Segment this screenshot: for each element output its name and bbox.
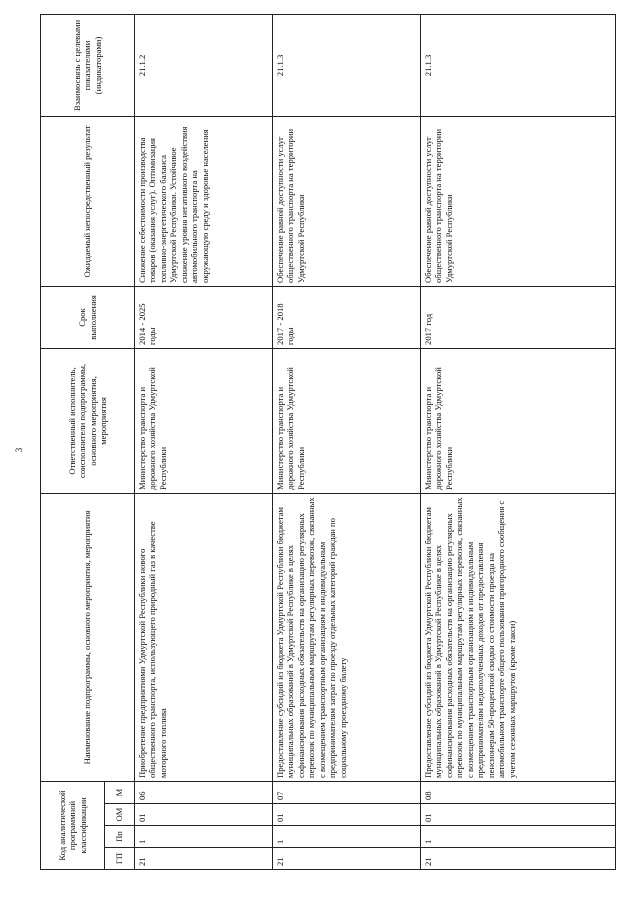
header-code-gp: ГП [105,848,135,870]
row-result: Снижение себестоимости производства товаров (оказания услуг). Оптимизация топливно-энергетического баланса Удмуртской Республики. Устойчивое снижение уровня негативного воздействия автомобильного транспорта на окружающую среду и здоровье населения [135,116,273,286]
row-name: Предоставление субсидий из бюджета Удмуртской Республики бюджетам муниципальных образований в Удмуртской Республике в целях софинансирования расходных обязательств на организацию регулярных перевозок по муниципальным маршрутам регулярных перевозок, связанных с возмещением транспортным организациям и индивидуальным предпринимателям затрат по проезду отдельных категорий граждан по социальному проездному билету [273,493,421,781]
row-gp: 21 [135,848,273,870]
row-gp: 21 [273,848,421,870]
table-row [273,14,421,869]
header-code-group: Код аналитической программной классификации [41,781,105,869]
row-gp: 21 [421,848,616,870]
row-om: 01 [273,804,421,826]
rotated-table-container [40,15,615,870]
header-row-group [41,14,105,869]
row-pp: 1 [421,826,616,848]
row-link: 21.1.3 [421,14,616,116]
row-link: 21.1.3 [273,14,421,116]
row-pp: 1 [273,826,421,848]
row-term: 2014 - 2025 годы [135,286,273,348]
row-executor: Министерство транспорта и дорожного хозяйства Удмуртской Республики [421,348,616,493]
header-executor: Ответственный исполнитель, соисполнители подпрограммы, основного мероприятия, мероприятия [41,348,135,493]
header-term: Срок выполнения [41,286,135,348]
row-term: 2017 год [421,286,616,348]
row-result: Обеспечение равной доступности услуг общественного транспорта на территории Удмуртской Республики [421,116,616,286]
row-pp: 1 [135,826,273,848]
header-result: Ожидаемый непосредственный результат [41,116,135,286]
row-result: Обеспечение равной доступности услуг общественного транспорта на территории Удмуртской Республики [273,116,421,286]
header-link: Взаимосвязь с целевыми показателями (индикаторами) [41,14,135,116]
row-term: 2017 - 2018 годы [273,286,421,348]
program-activities-table [40,14,616,870]
table-row [421,14,616,869]
row-m: 07 [273,781,421,803]
row-m: 06 [135,781,273,803]
header-name: Наименование подпрограммы, основного мероприятия, мероприятия [41,493,135,781]
row-executor: Министерство транспорта и дорожного хозяйства Удмуртской Республики [135,348,273,493]
table-row [135,14,273,869]
row-name: Предоставление субсидий из бюджета Удмуртской Республики бюджетам муниципальных образований в Удмуртской Республике в целях софинансирования расходных обязательств на организацию регулярных перевозок по муниципальным маршрутам регулярных перевозок, связанных с возмещением транспортным организациям и индивидуальным предпринимателям недополученных доходов от предоставления пенсионерам 50-процентной скидки со стоимости проезда на автомобильном транспорте общего пользования пригородного сообщения с учетом сезонных маршрутов (кроме такси) [421,493,616,781]
header-code-pp: Пп [105,826,135,848]
row-link: 21.1.2 [135,14,273,116]
row-name: Приобретение предприятиями Удмуртской Республики нового общественного транспорта, использующего природный газ в качестве моторного топлива [135,493,273,781]
row-om: 01 [421,804,616,826]
row-m: 08 [421,781,616,803]
row-executor: Министерство транспорта и дорожного хозяйства Удмуртской Республики [273,348,421,493]
page-number [14,440,30,460]
page-number-text: 3 [14,447,24,453]
header-code-m: М [105,781,135,803]
header-code-om: ОМ [105,804,135,826]
row-om: 01 [135,804,273,826]
